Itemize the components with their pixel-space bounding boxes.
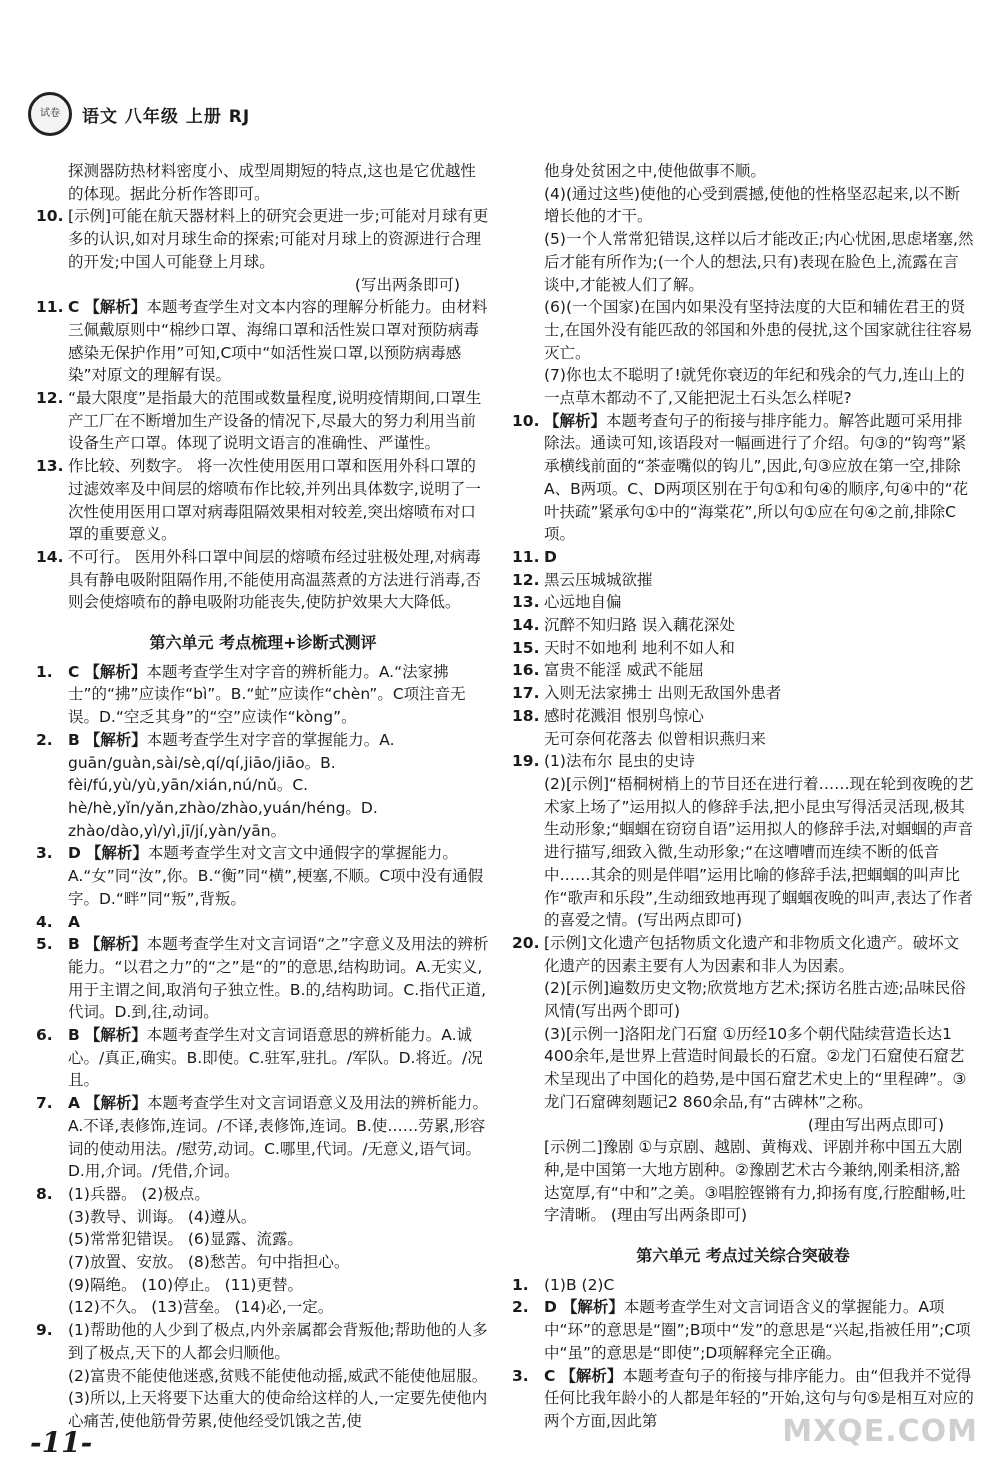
item-number: 15. <box>512 638 540 657</box>
item-number: 2. <box>36 730 53 749</box>
item-number: 11. <box>36 298 64 317</box>
answer-item <box>36 933 490 1024</box>
item-number: 14. <box>36 547 64 566</box>
answer-choice: C <box>544 1366 556 1385</box>
item-line: (7)你也太不聪明了!就凭你衰迈的年纪和残余的气力,连山上的一点草木都动不了,又能把泥土石头怎么样呢? <box>544 366 965 408</box>
item-text: 富贵不能淫 威武不能屈 <box>544 661 704 680</box>
item-text: 不可行。 医用外科口罩中间层的熔喷布经过驻极处理,对病毒具有静电吸附阻隔作用,不能使用高温蒸煮的方法进行消毒,否则会使熔喷布的静电吸附功能丧失,使防护效果大大降低。 <box>68 547 481 612</box>
item-number: 5. <box>36 935 53 954</box>
answer-choice: A <box>68 1094 80 1113</box>
answer-item <box>36 661 490 729</box>
item-number: 19. <box>512 752 540 771</box>
answer-choice: D <box>544 1298 557 1317</box>
analysis-tag: 【解析】 <box>84 1026 147 1045</box>
item-number: 9. <box>36 1321 53 1340</box>
item-number: 18. <box>512 706 540 725</box>
item-text: 入则无法家拂士 出则无敌国外患者 <box>544 684 782 703</box>
item-line: (3)教导、训诲。 (4)遵从。 <box>68 1207 257 1226</box>
answer-choice: B <box>68 1026 80 1045</box>
item-line: 无可奈何花落去 似曾相识燕归来 <box>544 729 766 748</box>
item-number: 16. <box>512 661 540 680</box>
page-number: -11- <box>30 1426 93 1459</box>
section-title: 第六单元 考点梳理+诊断式测评 <box>149 633 377 653</box>
answer-choice: B <box>68 730 80 749</box>
item-line: (1)兵器。 (2)极点。 <box>68 1184 210 1203</box>
answer-item <box>512 410 974 546</box>
answer-item <box>512 705 974 750</box>
item-text: 本题考查句子的衔接与排序能力。解答此题可采用排除法。通读可知,该语段对一幅画进行了介绍。句③的“钩弯”紧承横线前面的“茶壶嘴似的钩儿”,因此,句③应放在第一空,排除A、B两项。C、D两项区别在于句①和句④的顺序,句④中的“花叶扶疏”紧承句①中的“海棠花”,所以句①应在句④之前,排除C项。 <box>544 411 969 544</box>
analysis-tag: 【解析】 <box>84 730 147 749</box>
answer-item <box>36 205 490 296</box>
answer-choice: C <box>68 298 80 317</box>
item-number: 7. <box>36 1094 53 1113</box>
item-number: 8. <box>36 1184 53 1203</box>
answer-item <box>36 546 490 614</box>
analysis-tag: 【解析】 <box>84 298 147 317</box>
analysis-tag: 【解析】 <box>560 1366 623 1385</box>
site-watermark: MXQE.COM <box>782 1414 978 1449</box>
item-text: 心远地自偏 <box>544 593 622 612</box>
page-header <box>28 92 328 136</box>
item-text: (1)B (2)C <box>544 1275 615 1294</box>
item-number: 11. <box>512 547 540 566</box>
item-text: 本题考查学生对字音的掌握能力。A. guān/guàn,sài/sè,qí/qí,jiāo/jiāo。B. fèi/fú,yù/yù,yān/xián,nú/nǔ。C. hè/hè,yǐn/yǎn,zhào/zhào,yuán/héng。D. zhào/dào,yì/yì,jī/jí,yàn/yān。 <box>68 730 395 840</box>
answer-item <box>512 932 974 1227</box>
item-text: 本题考查学生对文言文中通假字的掌握能力。A.“女”同“汝”,你。B.“衡”同“横”,梗塞,不顺。C项中没有通假字。D.“畔”同“叛”,背叛。 <box>68 844 484 908</box>
answer-item <box>36 296 490 387</box>
item-number: 1. <box>36 662 53 681</box>
item-note: (理由写出两点即可) <box>807 1115 944 1134</box>
item-text: 本题考查学生对文言词语意义及用法的辨析能力。A.不译,表修饰,连词。/不译,表修饰,连词。B.使……劳累,形容词的使动用法。/慰劳,动词。C.哪里,代词。/无意义,语气词。D.用,介词。/凭借,介词。 <box>68 1094 488 1181</box>
answer-item <box>512 1274 974 1297</box>
item-line: (2)[示例]“梧桐树梢上的节目还在进行着……现在轮到夜晚的艺术家上场了”运用拟人的修辞手法,把小昆虫写得活灵活现,极其生动形象;“蝈蝈在窃窃自语”运用拟人的修辞手法,对蝈蝈的声音进行描写,细致入微,生动形象;“在这嘈嘈而连续不断的低音中……其余的则是伴唱”运用比喻的修辞手法,把蝈蝈的叫声比作“歌声和乐段”,生动细致地再现了蝈蝈夜晚的叫声,表达了作者的喜爱之情。(写出两点即可) <box>544 774 974 930</box>
item-line: (5)常常犯错误。 (6)显露、流露。 <box>68 1230 303 1249</box>
answer-choice: A <box>68 912 80 931</box>
answer-choice: D <box>68 844 81 863</box>
item-line: 感时花溅泪 恨别鸟惊心 <box>544 706 704 725</box>
item-number: 17. <box>512 684 540 703</box>
item-number: 4. <box>36 912 53 931</box>
answer-item <box>512 637 974 660</box>
item-line: (1)帮助他的人少到了极点,内外亲属都会背叛他;帮助他的人多到了极点,天下的人都会归顺他。 <box>68 1321 488 1362</box>
left-column <box>36 160 490 1433</box>
answer-item <box>36 1319 490 1433</box>
answer-choice: B <box>68 935 80 954</box>
item-number: 12. <box>512 570 540 589</box>
item-note: (写出两条即可) <box>354 275 460 294</box>
answer-item <box>36 842 490 910</box>
item-number: 6. <box>36 1026 53 1045</box>
item-line: (1)法布尔 昆虫的史诗 <box>544 752 695 771</box>
answer-item <box>512 546 974 569</box>
answer-item <box>512 591 974 614</box>
item-line: (3)[示例一]洛阳龙门石窟 ①历经10多个朝代陆续营造长达1 400余年,是世界上营造时间最长的石窟。②龙门石窟使石窟艺术呈现出了中国化的趋势,是中国石窟艺术史上的“里程碑”。③龙门石窟碑刻题记2 860余品,有“古碑林”之称。 <box>544 1024 967 1111</box>
answer-item <box>512 682 974 705</box>
item-number: 12. <box>36 389 64 408</box>
item-number: 2. <box>512 1298 529 1317</box>
item-line: (2)[示例]遍数历史文物;欣赏地方艺术;探访名胜古迹;品味民俗风情(写出两个即可) <box>544 979 966 1021</box>
item-line: (7)放置、安放。 (8)愁苦。句中指担心。 <box>68 1253 350 1272</box>
answer-item <box>36 1183 490 1319</box>
answer-item <box>512 614 974 637</box>
item-line: (5)一个人常常犯错误,这样以后才能改正;内心忧困,思虑堵塞,然后才能有所作为;(一个人的想法,只有)表现在脸色上,流露在言谈中,才能被人们了解。 <box>544 230 974 294</box>
answer-item <box>512 1296 974 1364</box>
item-number: 20. <box>512 933 540 952</box>
continued-text: 他身处贫困之中,使他做事不顺。 <box>544 162 766 180</box>
right-column <box>512 160 974 1433</box>
item-number: 3. <box>512 1366 529 1385</box>
answer-item <box>512 659 974 682</box>
item-number: 3. <box>36 844 53 863</box>
item-number: 10. <box>512 411 540 430</box>
item-number: 1. <box>512 1275 529 1294</box>
book-title: 语文 八年级 上册 RJ <box>82 107 251 127</box>
publisher-logo: 试卷 <box>28 92 72 136</box>
answer-item <box>36 729 490 843</box>
answer-item <box>36 911 490 934</box>
answer-item <box>512 750 974 932</box>
item-text: 本题考查学生对文言词语含义的掌握能力。A项中“环”的意思是“圈”;B项中“发”的意思是“兴起,指被任用”;C项中“虽”的意思是“即使”;D项解释完全正确。 <box>544 1298 971 1362</box>
item-line: (4)(通过这些)使他的心受到震撼,使他的性格坚忍起来,以不断增长他的才干。 <box>544 184 960 226</box>
analysis-tag: 【解析】 <box>544 411 607 430</box>
item-line: [示例]文化遗产包括物质文化遗产和非物质文化遗产。破坏文化遗产的因素主要有人为因素和非人为因素。 <box>544 933 960 975</box>
item-text: 本题考查句子的衔接与排序能力。由“但我并不觉得任何比我年龄小的人都是年轻的”开始,这句与句⑤是相互对应的两个方面,因此第 <box>544 1366 974 1430</box>
answer-item <box>36 387 490 455</box>
section-title: 第六单元 考点过关综合突破卷 <box>636 1246 850 1266</box>
item-line: (12)不久。 (13)营垒。 (14)必,一定。 <box>68 1298 334 1317</box>
item-text: “最大限度”是指最大的范围或数量程度,说明疫情期间,口罩生产工厂在不断增加生产设备的情况下,尽最大的努力利用当前设备生产口罩。体现了说明文语言的准确性、严谨性。 <box>68 389 482 453</box>
item-line: (9)隔绝。 (10)停止。 (11)更替。 <box>68 1275 303 1294</box>
item-text: [示例]可能在航天器材料上的研究会更进一步;可能对月球有更多的认识,如对月球生命的探索;可能对月球上的资源进行合理的开发;中国人可能登上月球。 <box>68 207 489 271</box>
item-text: 本题考查学生对文言词语意思的辨析能力。A.诚心。/真正,确实。B.即使。C.驻军,驻扎。/军队。D.将近。/况且。 <box>68 1026 483 1090</box>
item-line: (6)(一个国家)在国内如果没有坚持法度的大臣和辅佐君王的贤士,在国外没有能匹敌的邻国和外患的侵扰,这个国家就往往容易灭亡。 <box>544 298 973 362</box>
item-text: 本题考查学生对文本内容的理解分析能力。由材料三佩戴原则中“棉纱口罩、海绵口罩和活性炭口罩对预防病毒感染无保护作用”可知,C项中“如活性炭口罩,以预防病毒感染”对原文的理解有误。 <box>68 298 488 385</box>
answer-choice: C <box>68 662 80 681</box>
analysis-tag: 【解析】 <box>84 1094 147 1113</box>
item-line: [示例二]豫剧 ①与京剧、越剧、黄梅戏、评剧并称中国五大剧种,是中国第一大地方剧种。②豫剧艺术古今兼纳,刚柔相济,豁达宽厚,有“中和”之美。③唱腔铿锵有力,抑扬有度,行腔酣畅,吐字清晰。 (理由写出两条即可) <box>544 1138 966 1225</box>
item-number: 13. <box>36 457 64 476</box>
item-number: 14. <box>512 616 540 635</box>
item-text: 黑云压城城欲摧 <box>544 570 653 589</box>
item-text: 沉醉不知归路 误入藕花深处 <box>544 616 735 635</box>
item-text: 作比较、列数字。 将一次性使用医用口罩和医用外科口罩的过滤效率及中间层的熔喷布作比较,并列出具体数字,说明了一次性使用医用口罩对病毒阻隔效果相对较差,突出熔喷布对口罩的重要意义。 <box>68 457 481 544</box>
item-text: 本题考查学生对文言词语“之”字意义及用法的辨析能力。“以君之力”的“之”是“的”的意思,结构助词。A.无实义,用于主谓之间,取消句子独立性。B.的,结构助词。C.指代正道,代词。D.到,往,动词。 <box>68 935 489 1022</box>
answer-item <box>36 1024 490 1092</box>
analysis-tag: 【解析】 <box>561 1298 624 1317</box>
item-number: 10. <box>36 207 64 226</box>
answer-item <box>36 1092 490 1183</box>
analysis-tag: 【解析】 <box>84 935 147 954</box>
analysis-tag: 【解析】 <box>85 844 148 863</box>
item-number: 13. <box>512 593 540 612</box>
answer-item <box>512 569 974 592</box>
item-line: (3)所以,上天将要下达重大的使命给这样的人,一定要先使他内心痛苦,使他筋骨劳累,使他经受饥饿之苦,使 <box>68 1389 488 1430</box>
answer-choice: D <box>544 547 557 566</box>
item-text: 天时不如地利 地利不如人和 <box>544 638 735 657</box>
continued-text: 探测器防热材料密度小、成型周期短的特点,这也是它优越性的体现。据此分析作答即可。 <box>68 162 476 203</box>
answer-item <box>36 455 490 546</box>
item-line: (2)富贵不能使他迷惑,贫贱不能使他动摇,威武不能使他屈服。 <box>68 1366 488 1385</box>
analysis-tag: 【解析】 <box>84 662 147 681</box>
item-text: 本题考查学生对字音的辨析能力。A.“法家拂士”的“拂”应读作“bì”。B.“虻”应读作“chèn”。C项注音无误。D.“空乏其身”的“空”应读作“kòng”。 <box>68 662 466 727</box>
